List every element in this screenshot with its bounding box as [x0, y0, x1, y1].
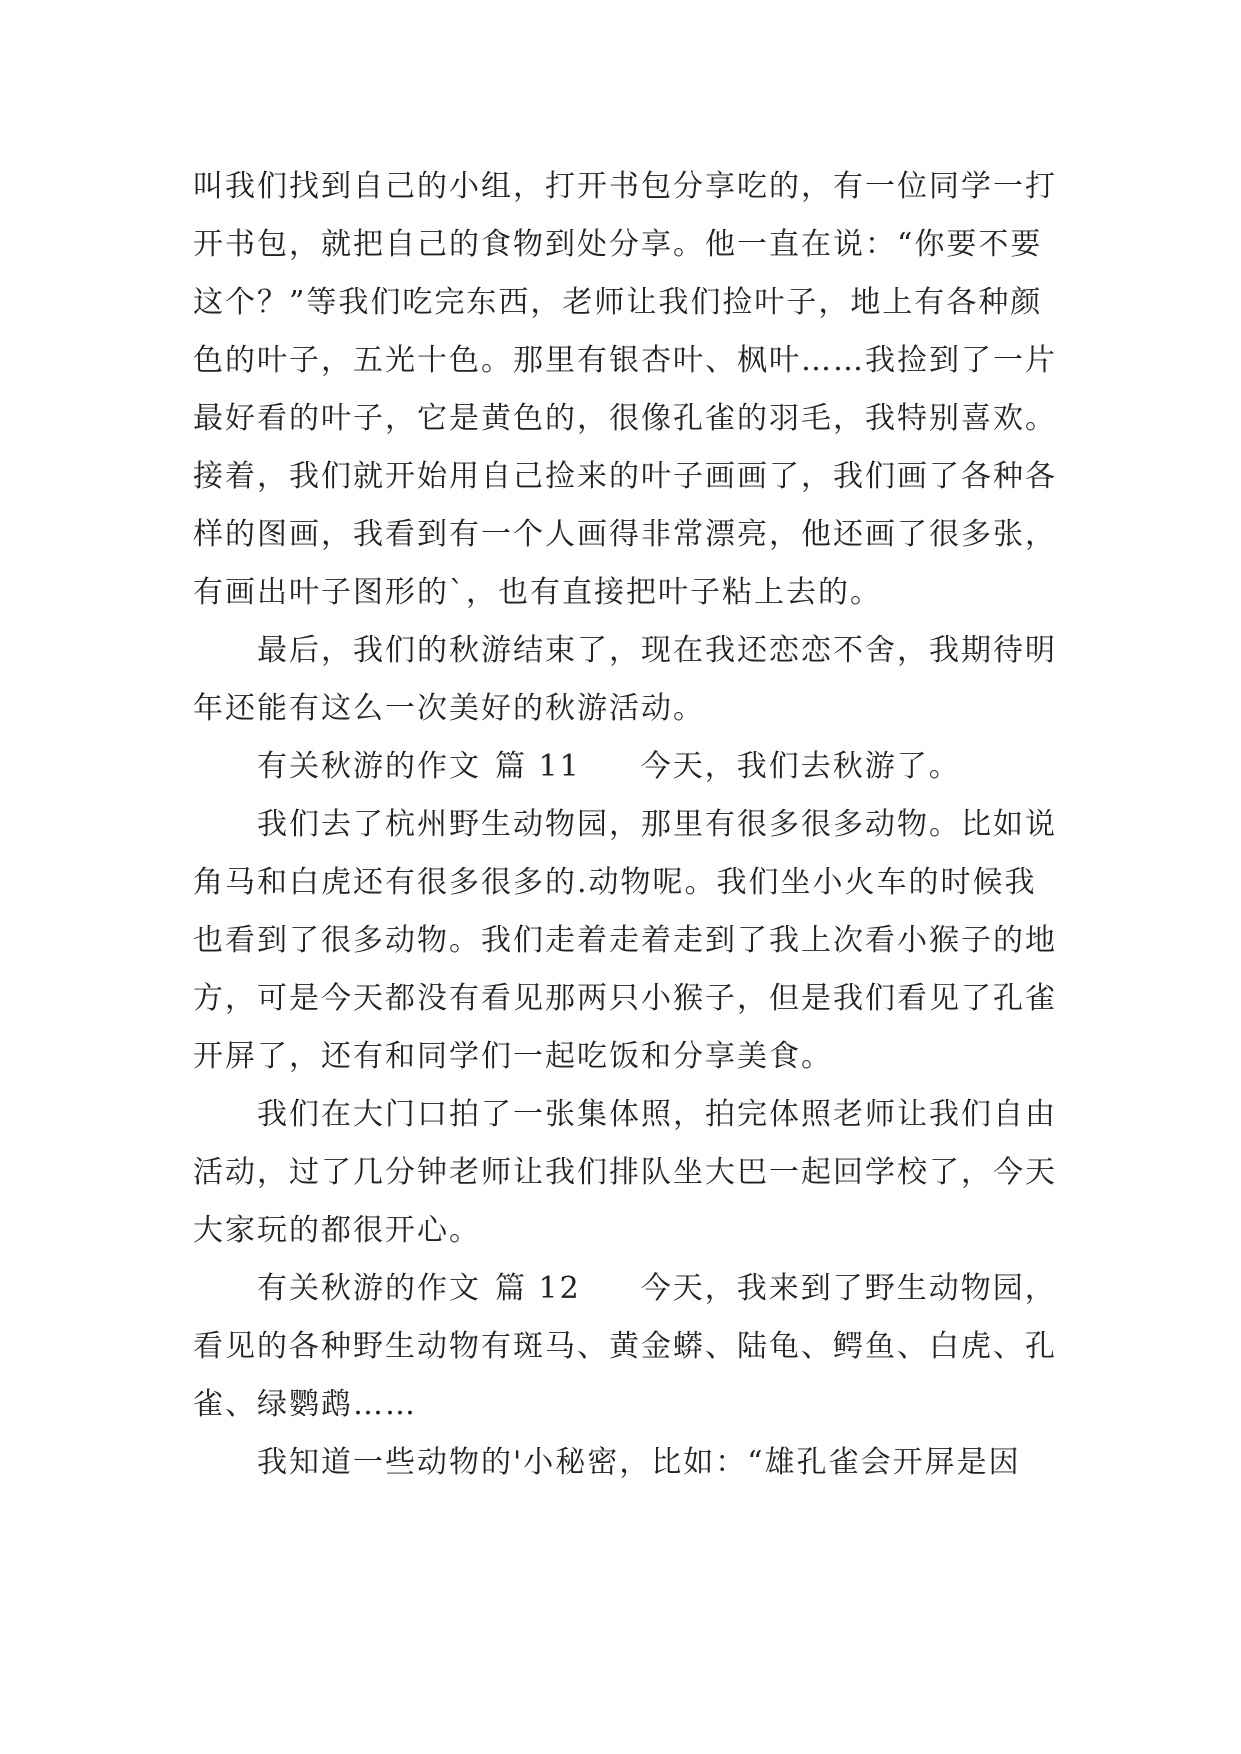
essay-heading: 有关秋游的作文 [257, 1271, 481, 1306]
paragraph: 我们去了杭州野生动物园，那里有很多很多动物。比如说角马和白虎还有很多很多的.动物呢。我们坐小火车的时候我也看到了很多动物。我们走着走着走到了我上次看小猴子的地方，可是今天都没有看见那两只小猴子，但是我们看见了孔雀开屏了，还有和同学们一起吃饭和分享美食。 [193, 807, 1057, 1074]
essay-number: 篇 12 [495, 1271, 581, 1306]
document-body [193, 158, 1063, 1492]
paragraph-text: 今天，我来到了野生动物园，看见的各种野生动物有斑马、黄金蟒、陆龟、鳄鱼、白虎、孔雀、绿鹦鹉…… [193, 1271, 1057, 1422]
paragraph: 最后，我们的秋游结束了，现在我还恋恋不舍，我期待明年还能有这么一次美好的秋游活动。 [193, 633, 1057, 726]
essay-heading: 有关秋游的作文 [257, 749, 481, 784]
essay-heading-paragraph [193, 738, 1063, 796]
paragraph-text: 今天，我们去秋游了。 [640, 749, 961, 784]
paragraph: 我们在大门口拍了一张集体照，拍完体照老师让我们自由活动，过了几分钟老师让我们排队坐大巴一起回学校了，今天大家玩的都很开心。 [193, 1097, 1057, 1248]
paragraph: 我知道一些动物的'小秘密，比如：“雄孔雀会开屏是因 [257, 1445, 1021, 1480]
paragraph: 叫我们找到自己的小组，打开书包分享吃的，有一位同学一打开书包，就把自己的食物到处分享。他一直在说：“你要不要这个？”等我们吃完东西，老师让我们捡叶子，地上有各种颜色的叶子，五光十色。那里有银杏叶、枫叶……我捡到了一片最好看的叶子，它是黄色的，很像孔雀的羽毛，我特别喜欢。接着，我们就开始用自己捡来的叶子画画了，我们画了各种各样的图画，我看到有一个人画得非常漂亮，他还画了很多张，有画出叶子图形的`，也有直接把叶子粘上去的。 [193, 169, 1057, 610]
essay-number: 篇 11 [495, 749, 581, 784]
essay-heading-paragraph [193, 1260, 1063, 1434]
